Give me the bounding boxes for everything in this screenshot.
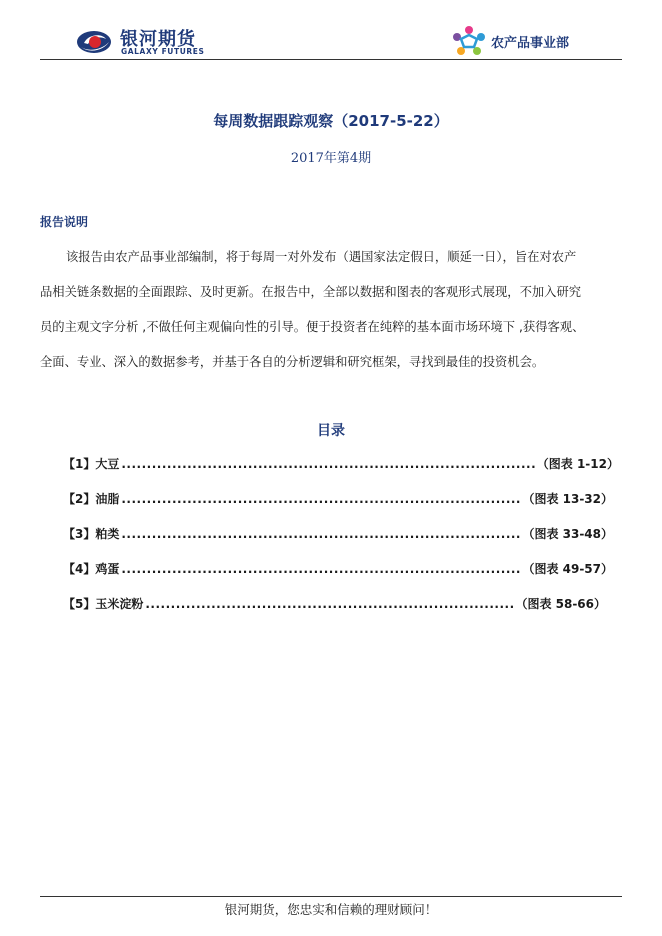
department-name: 农产品事业部 xyxy=(491,36,570,51)
toc-item-label: 【3】粕类 xyxy=(63,527,120,541)
toc-leader-dots xyxy=(121,457,534,471)
toc-item-ref: （图表 58-66） xyxy=(515,597,606,611)
footer-divider xyxy=(40,896,622,897)
report-title: 每周数据跟踪观察（2017-5-22） xyxy=(213,112,449,130)
toc-item[interactable] xyxy=(63,455,619,475)
toc-item-ref: （图表 13-32） xyxy=(522,492,613,506)
header-divider xyxy=(40,59,622,60)
toc-leader-dots xyxy=(121,527,520,541)
description-paragraph xyxy=(40,240,622,380)
toc-item-label: 【1】大豆 xyxy=(63,457,120,471)
toc-leader-dots xyxy=(145,597,513,611)
toc-leader-dots xyxy=(121,492,520,506)
toc-item-label: 【4】鸡蛋 xyxy=(63,562,120,576)
galaxy-logo-icon xyxy=(76,28,112,56)
toc-item-label: 【2】油脂 xyxy=(63,492,120,506)
description-line: 该报告由农产品事业部编制，将于每周一对外发布（遇国家法定假日，顺延一日），旨在对农产 xyxy=(66,250,577,264)
report-issue: 2017年第4期 xyxy=(290,151,372,166)
toc-item-ref: （图表 1-12） xyxy=(536,457,619,471)
toc-item-ref: （图表 33-48） xyxy=(522,527,613,541)
page-header xyxy=(0,0,662,60)
section-heading-description: 报告说明 xyxy=(40,215,89,229)
toc-item-label: 【5】玉米淀粉 xyxy=(63,597,144,611)
toc-item[interactable] xyxy=(63,595,606,615)
description-line: 全面、专业、深入的数据参考，并基于各自的分析逻辑和研究框架，寻找到最佳的投资机会。 xyxy=(40,355,545,369)
toc-heading: 目录 xyxy=(317,423,345,439)
dept-people-icon xyxy=(452,25,486,57)
toc-item[interactable] xyxy=(63,490,613,510)
description-line: 员的主观文字分析 ,不做任何主观偏向性的引导。便于投资者在纯粹的基本面市场环境下 ,获得客观、 xyxy=(40,320,585,334)
company-name-cn: 银河期货 xyxy=(120,29,196,50)
toc-leader-dots xyxy=(121,562,520,576)
toc-item[interactable] xyxy=(63,525,613,545)
company-name-en: GALAXY FUTURES xyxy=(121,47,205,56)
description-line: 品相关链条数据的全面跟踪、及时更新。在报告中，全部以数据和图表的客观形式展现，不加入研究 xyxy=(40,285,582,299)
toc-item-ref: （图表 49-57） xyxy=(522,562,613,576)
toc-item[interactable] xyxy=(63,560,613,580)
footer-slogan: 银河期货，您忠实和信赖的理财顾问！ xyxy=(224,902,438,917)
